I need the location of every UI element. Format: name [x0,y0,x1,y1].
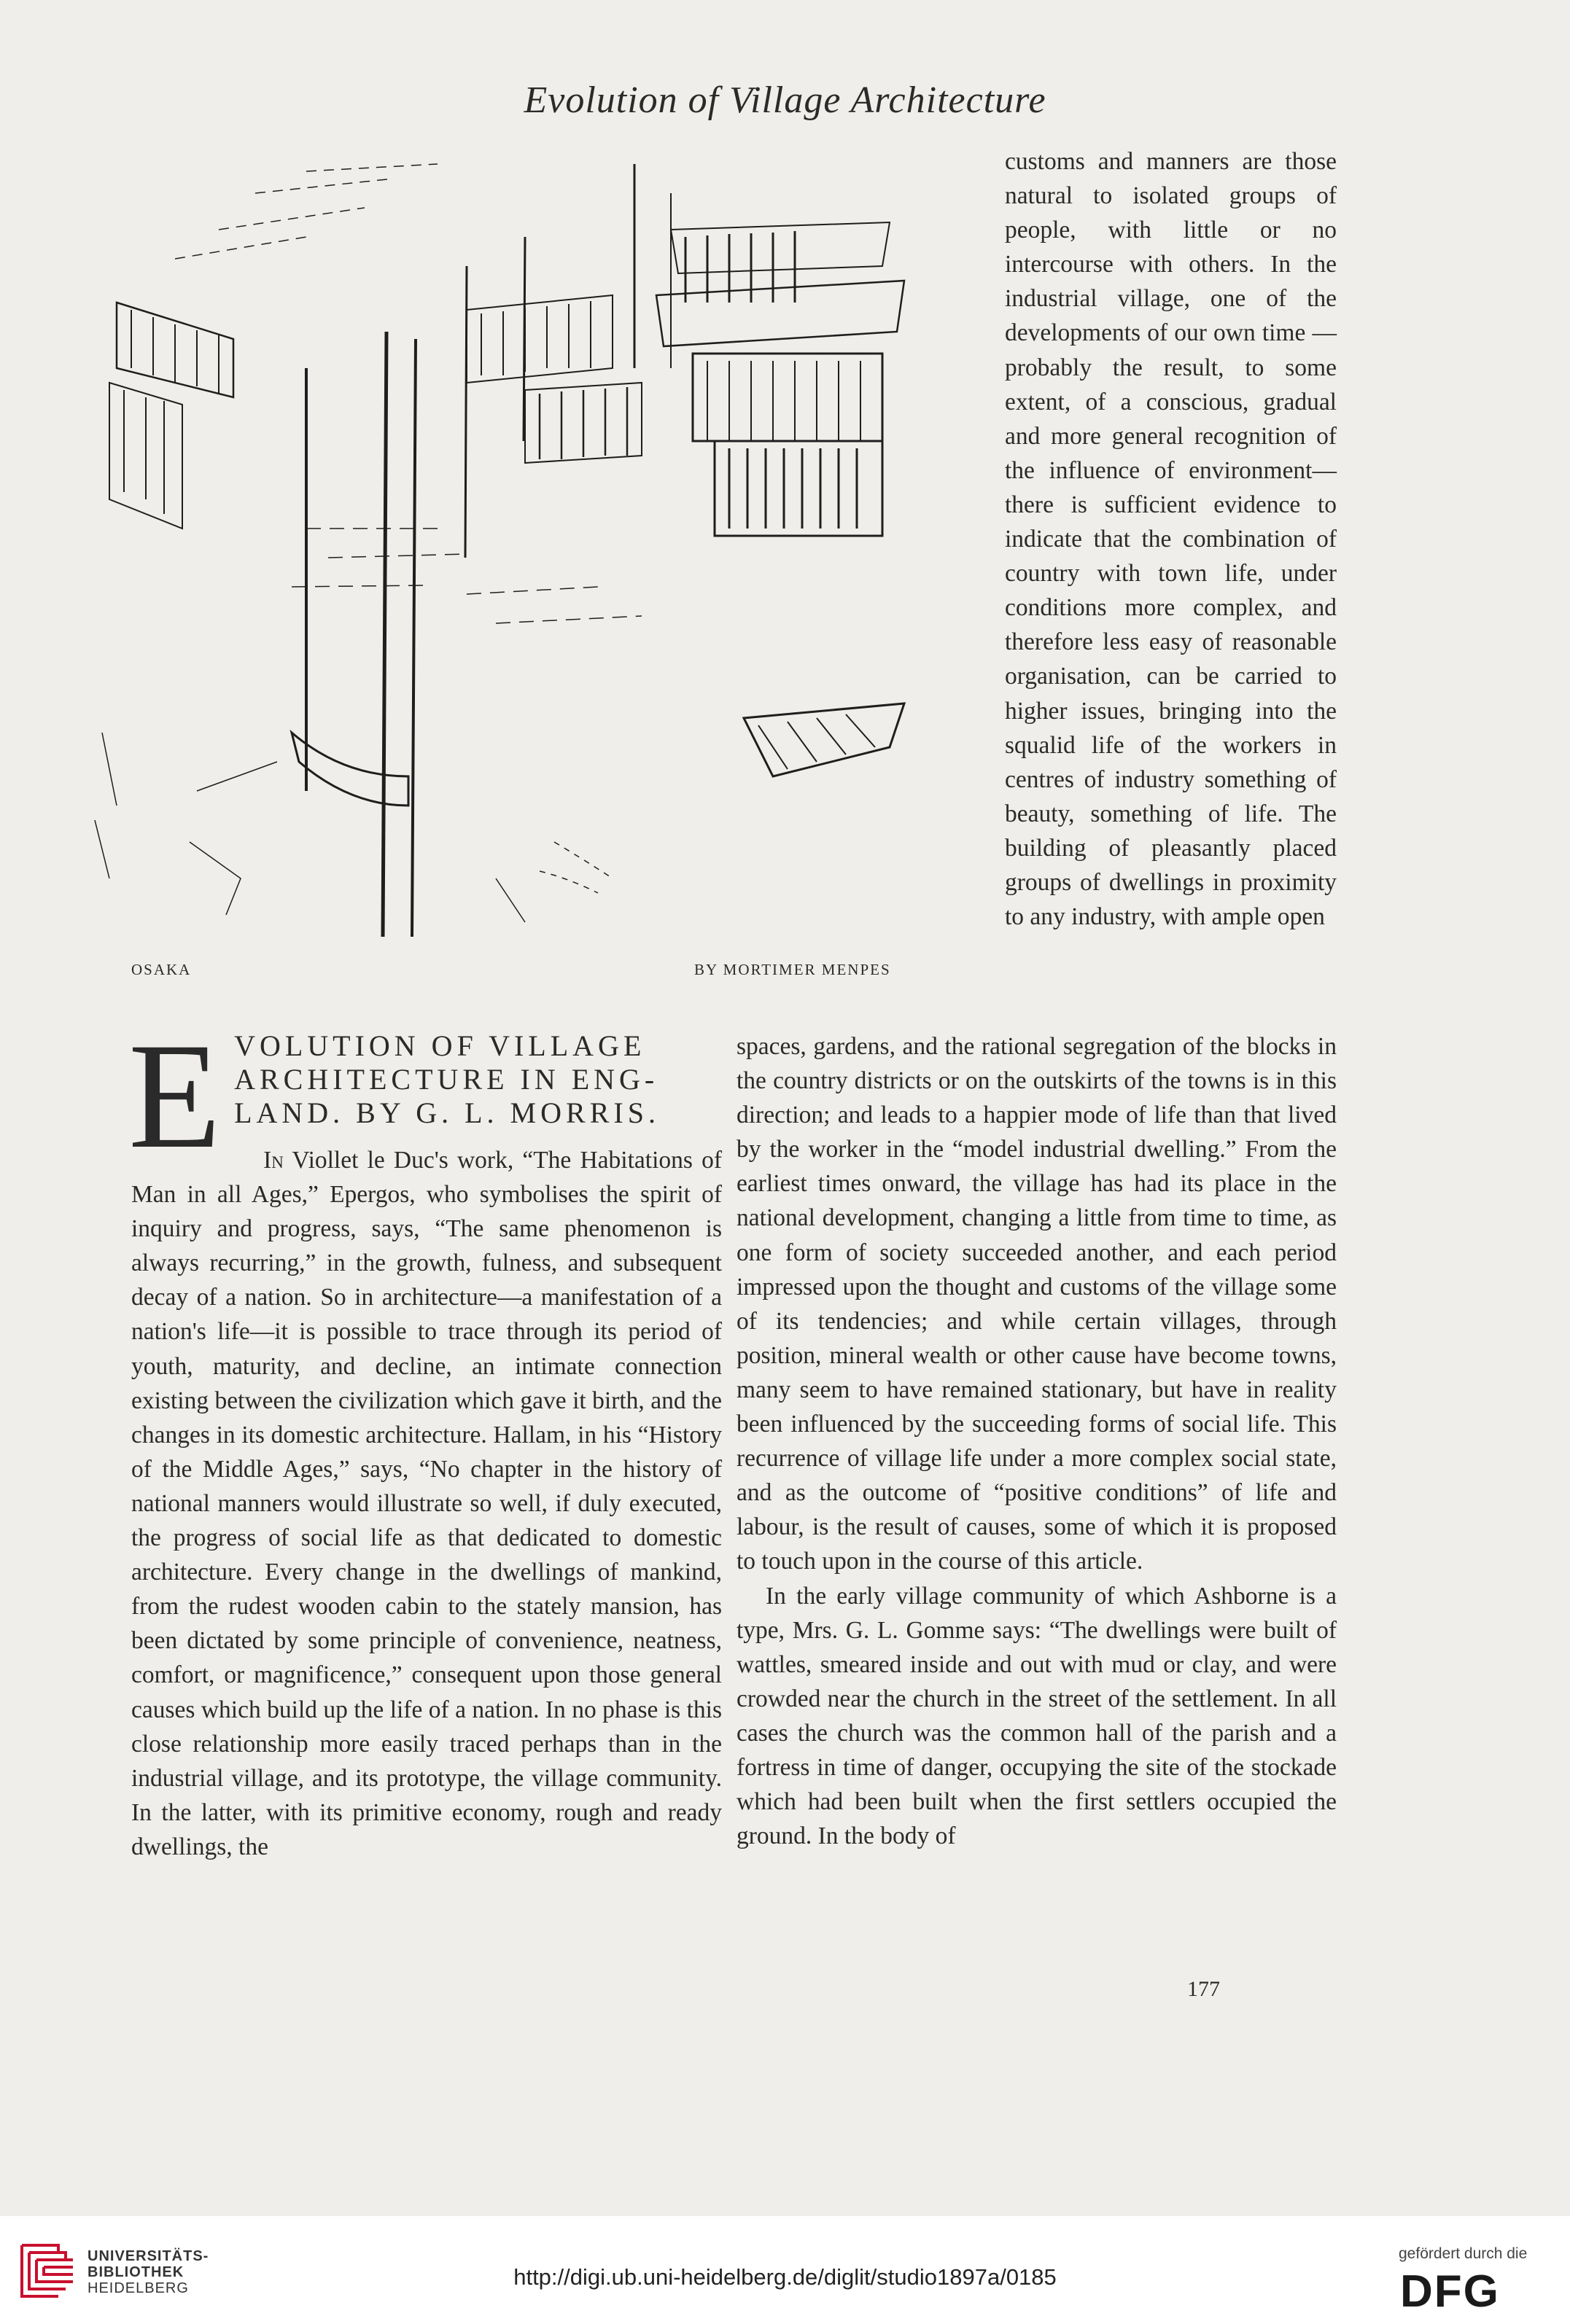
drop-cap: E [128,1012,222,1179]
paragraph-early-village: In the early village community of which Ashborne is a type, Mrs. G. L. Gomme says: “The dwellings were built of wattles, smeared inside and out with mud or clay, and were crowded near the church in the street of the settlement. In all cases the church was the common hall of the parish and a fortress in time of danger, occupying the site of the stockade which had been built when the first settlers occupied the ground. In the body of [737,1582,1337,1850]
heading-line-1: VOLUTION OF VILLAGE [234,1029,646,1062]
osaka-illustration [88,149,963,959]
text-column-top-right [1005,144,1337,934]
digitization-footer [0,2216,1570,2324]
library-name-line-3: HEIDELBERG [88,2280,189,2296]
text-column-left [128,1012,722,1864]
paragraph-intro [131,1143,722,1864]
paragraph-spaces: spaces, gardens, and the rational segregation of the blocks in the country districts or on the outskirts of the towns is in this direction; and leads to a happier mode of life than that lived by the worker in the “model industrial dwelling.” From the earliest times onward, the village has had its place in the national development, changing a little from time to time, as one form of society succeeded another, and each period impressed upon the thought and customs of the village some of its tendencies; and while certain villages, through position, mineral wealth or other cause have become towns, many seem to have remained stationary, but have in reality been influenced by the succeeding forms of social life. This recurrence of village life under a more complex social state, and as the outcome of “positive conditions” of life and labour, is the result of causes, some of which it is proposed to touch upon in the course of this article. [737,1033,1337,1575]
heading-line-3: LAND. BY G. L. MORRIS. [234,1096,660,1129]
illustration-caption-location: OSAKA [131,961,192,978]
paragraph-intro-text: Viollet le Duc's work, “The Habitations of Man in all Ages,” Epergos, who symbolises the spirit of inquiry and progress, says, “The same phenomenon is always recurring,” in the growth, fulness, and subsequent decay of a nation. So in architecture—a manifestation of a nation's life—it is possible to trace through its period of youth, maturity, and decline, an intimate connection existing between the civilization which gave it birth, and the changes in its domestic architecture. Hallam, in his “History of the Middle Ages,” says, “No chapter in the history of national manners would illustrate so well, if duly executed, the progress of social life as that dedicated to domestic architecture. Every change in the dwellings of mankind, from the rudest wooden cabin to the stately mansion, has been dictated by some principle of convenience, neatness, comfort, or magnificence,” consequent upon those general causes which build up the life of a nation. In no phase is this close relationship more easily traced perhaps than in the industrial village, and its prototype, the village community. In the latter, with its primitive economy, rough and ready dwellings, the [131,1147,722,1860]
text-column-right [737,1029,1337,1853]
source-url-link[interactable]: http://digi.ub.uni-heidelberg.de/diglit/studio1897a/0185 [513,2264,1057,2290]
article-heading [128,1012,722,1179]
paragraph-lead-word: In [263,1147,284,1174]
heading-line-2: ARCHITECTURE IN ENG- [234,1063,659,1096]
running-title: Evolution of Village Architecture [524,79,1046,121]
library-name-line-1: UNIVERSITÄTS- [88,2248,209,2264]
funder-note: gefördert durch die [1399,2245,1528,2262]
illustration-caption-artist: BY MORTIMER MENPES [694,961,891,978]
library-name-line-2: BIBLIOTHEK [88,2264,184,2280]
dfg-logo: DFG [1400,2266,1500,2317]
page-number: 177 [1187,1977,1220,2001]
paragraph-continued: customs and manners are those natural to isolated groups of people, with little or no intercourse with others. In the industrial village, one of the developments of our own time — probably the result, to some extent, of a conscious, gradual and more general recognition of the influence of environment—there is sufficient evidence to indicate that the combination of country with town life, under conditions more complex, and therefore less easy of reasonable organisation, can be carried to higher issues, bringing into the squalid life of the workers in centres of industry something of beauty, something of life. The building of pleasantly placed groups of dwellings in proximity to any industry, with ample open [1005,148,1337,931]
